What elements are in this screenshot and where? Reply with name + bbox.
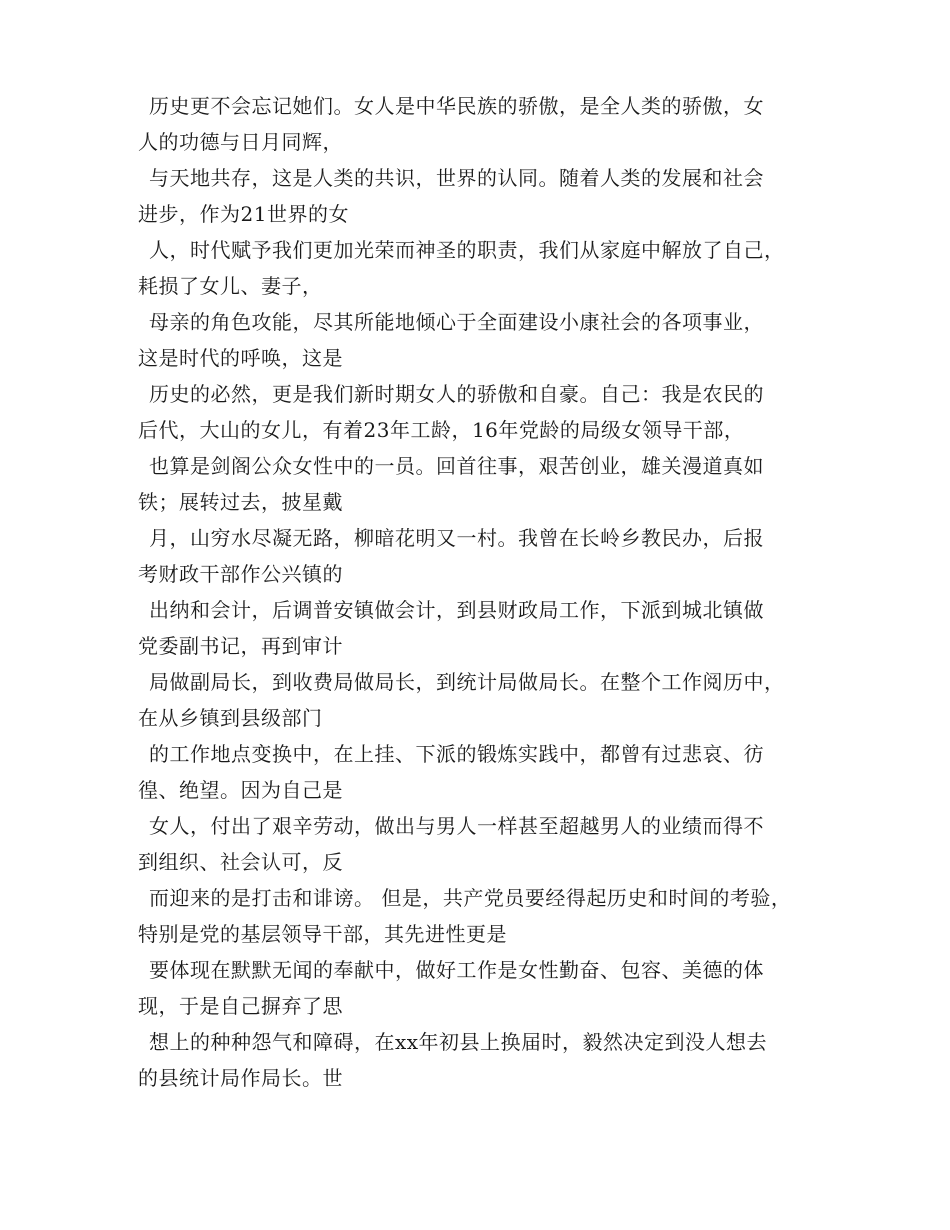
text-line: 历史更不会忘记她们。女人是中华民族的骄傲，是全人类的骄傲，女 [149,94,764,118]
text-line: 到组织、社会认可，反 [138,850,343,874]
text-line: 党委副书记，再到审计 [138,634,343,658]
text-line: 女人，付出了艰辛劳动，做出与男人一样甚至超越男人的业绩而得不 [149,814,764,838]
text-line: 想上的种种怨气和障碍，在xx年初县上换届时，毅然决定到没人想去 [149,1030,768,1054]
text-line: 特别是党的基层领导干部，其先进性更是 [138,922,507,946]
text-line: 出纳和会计，后调普安镇做会计，到县财政局工作，下派到城北镇做 [149,598,764,622]
text-line: 的县统计局作局长。世 [138,1066,343,1090]
text-line: 的工作地点变换中，在上挂、下派的锻炼实践中，都曾有过悲哀、彷 [149,742,764,766]
text-line: 月，山穷水尽凝无路，柳暗花明又一村。我曾在长岭乡教民办，后报 [149,526,764,550]
text-line: 历史的必然，更是我们新时期女人的骄傲和自豪。自己：我是农民的 [149,382,764,406]
text-line: 徨、绝望。因为自己是 [138,778,343,802]
text-line: 也算是剑阁公众女性中的一员。回首往事，艰苦创业，雄关漫道真如 [149,454,764,478]
text-line: 铁；展转过去，披星戴 [138,490,343,514]
text-line: 要体现在默默无闻的奉献中，做好工作是女性勤奋、包容、美德的体 [149,958,764,982]
text-line: 母亲的角色攻能，尽其所能地倾心于全面建设小康社会的各项事业， [149,310,764,334]
text-line: 进步，作为21世界的女 [138,202,349,226]
text-line: 现，于是自己摒弃了思 [138,994,343,1018]
text-line: 局做副局长，到收费局做局长，到统计局做局长。在整个工作阅历中， [149,670,785,694]
text-line: 这是时代的呼唤，这是 [138,346,343,370]
text-line: 考财政干部作公兴镇的 [138,562,343,586]
text-line: 与天地共存，这是人类的共识，世界的认同。随着人类的发展和社会 [149,166,764,190]
text-line: 耗损了女儿、妻子， [138,274,323,298]
text-line: 人的功德与日月同辉， [138,130,343,154]
body-text [138,88,828,1096]
text-line: 人，时代赋予我们更加光荣而神圣的职责，我们从家庭中解放了自己， [149,238,785,262]
text-line: 后代，大山的女儿，有着23年工龄，16年党龄的局级女领导干部， [138,418,745,442]
text-line: 在从乡镇到县级部门 [138,706,323,730]
text-line: 而迎来的是打击和诽谤。 但是，共产党员要经得起历史和时间的考验， [149,886,792,910]
